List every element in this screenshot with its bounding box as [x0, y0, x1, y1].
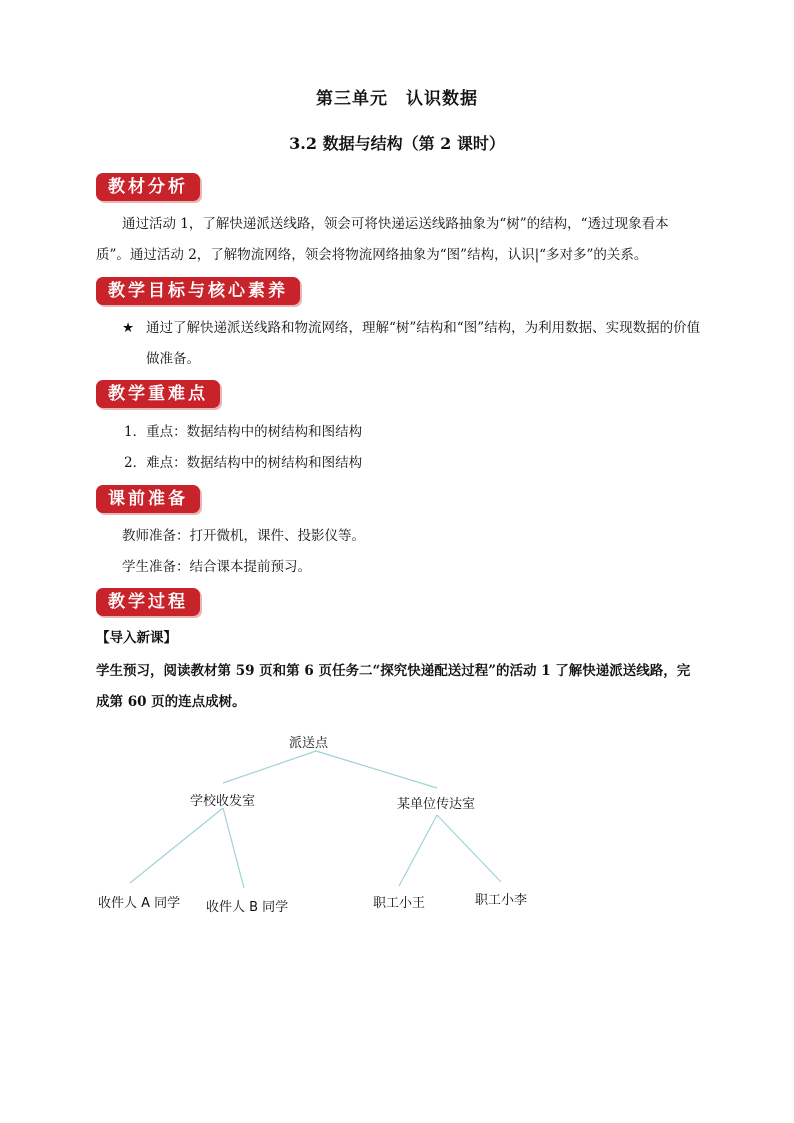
tree-root-node: 派送点 — [289, 736, 329, 751]
badge-keypoints: 教学重难点 — [96, 380, 220, 408]
tree-leaf-b: 收件人 B 同学 — [206, 900, 289, 915]
tree-leaf-a: 收件人 A 同学 — [98, 896, 181, 911]
badge-analysis: 教材分析 — [96, 173, 200, 201]
edge-root-left — [223, 751, 316, 783]
keypoint-item: 1．重点：数据结构中的树结构和图结构 — [124, 424, 363, 440]
teacher-prep: 教师准备：打开微机，课件、投影仪等。 — [122, 528, 365, 544]
analysis-text: 通过活动 1，了解快递派送线路，领会可将快递运送线路抽象为“树”的结构，“透过现象看本质”。通过活动 2，了解物流网络，领会将物流网络抽象为“图”结构，认识|“多对多”的关系。 — [96, 216, 669, 263]
intro-text: 学生预习，阅读教材第 59 页和第 6 页任务二“探究快递配送过程”的活动 1 了解快递派送线路，完成第 60 页的连点成树。 — [96, 663, 691, 710]
lesson-title: 3.2 数据与结构（第 2 课时） — [289, 134, 505, 153]
tree-node-school: 学校收发室 — [190, 794, 256, 809]
edge-right-li — [437, 815, 501, 882]
student-prep: 学生准备：结合课本提前预习。 — [122, 559, 311, 575]
edge-left-b — [223, 808, 244, 888]
edge-root-right — [316, 751, 437, 788]
badge-process: 教学过程 — [96, 588, 200, 616]
edge-right-wang — [399, 815, 437, 886]
star-icon: ★ — [122, 320, 135, 336]
badge-prep: 课前准备 — [96, 485, 200, 513]
tree-leaf-li: 职工小李 — [475, 893, 528, 908]
goals-text: 通过了解快递派送线路和物流网络，理解“树”结构和“图”结构，为利用数据、实现数据的价值做准备。 — [146, 320, 701, 367]
intro-heading: 【导入新课】 — [96, 630, 177, 646]
badge-goals: 教学目标与核心素养 — [96, 277, 300, 305]
tree-leaf-wang: 职工小王 — [373, 896, 426, 911]
edge-left-a — [130, 808, 223, 883]
tree-node-unit: 某单位传达室 — [397, 797, 476, 812]
unit-title: 第三单元 认识数据 — [316, 89, 478, 109]
difficulty-item: 2．难点：数据结构中的树结构和图结构 — [124, 455, 363, 471]
